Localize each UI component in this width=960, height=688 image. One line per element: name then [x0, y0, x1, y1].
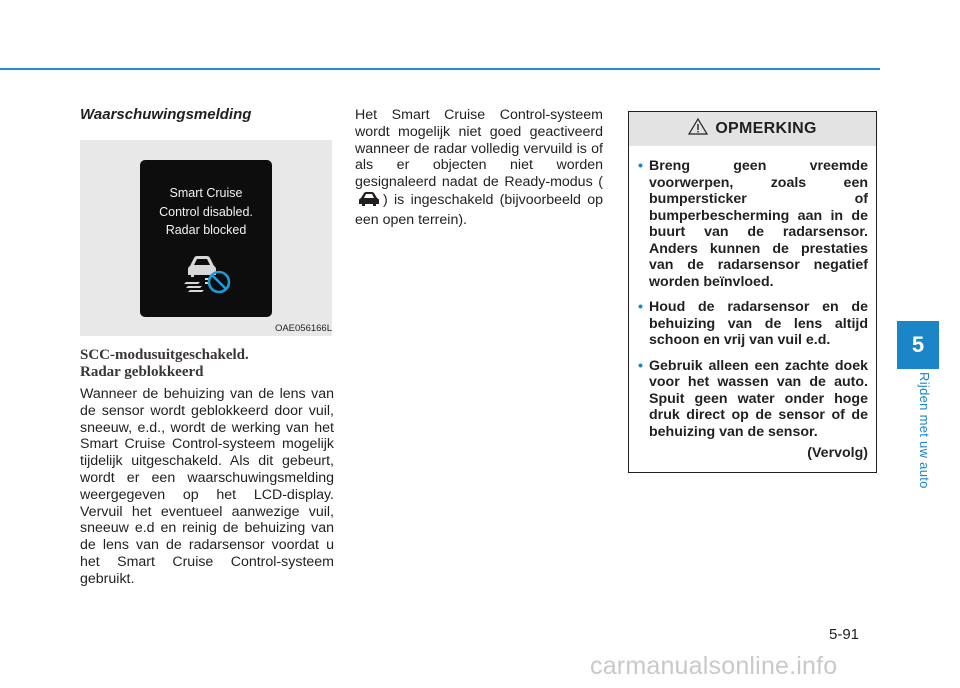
note-continued: (Vervolg)	[807, 445, 868, 461]
lcd-message	[140, 184, 272, 240]
radar-blocked-icon	[184, 252, 232, 301]
note-item-text: Breng geen vreemde voorwerpen, zoals een bumpersticker of bumperbescherming aan in de buurt van de radarsensor. Anders kunnen de prestaties van de radarsensor negatief worden beïnvloed.	[649, 158, 868, 290]
paragraph-part-2: ) is ingeschakeld (bijvoorbeeld op een open terrein).	[355, 191, 603, 228]
subheading-line-1: SCC-modusuitgeschakeld.	[80, 347, 249, 363]
left-column	[80, 106, 334, 602]
note-item	[638, 357, 868, 441]
section-title: Waarschuwingsmelding	[80, 106, 252, 123]
lcd-figure	[80, 140, 332, 336]
lcd-line-3: Radar blocked	[165, 223, 247, 237]
figure-code: OAE056166L	[274, 323, 332, 334]
page-number: 5-91	[829, 626, 860, 643]
lcd-screen	[140, 160, 272, 317]
subheading-line-2: Radar geblokkeerd	[80, 364, 204, 380]
note-item-text: Houd de radarsensor en de behuizing van de lens altijd schoon en vrij van vuil e.d.	[649, 299, 868, 348]
note-header	[629, 112, 876, 146]
paragraph-radar-contaminated	[355, 107, 603, 229]
paragraph-sensor-blocked: Wanneer de behuizing van de lens van de sensor wordt geblokkeerd door vuil, sneeuw, e.d., wordt de werking van het Smart Cruise Control-systeem mogelijk tijdelijk uitgeschakeld. Als dit gebeurt, wordt er een waarschuwingsmelding weergegeven op het LCD-display. Vervuil het eventueel aanwezige vuil, sneeuw e.d en reinig de behuizing van de lens van de radarsensor voordat u het Smart Cruise Control-systeem gebruikt.	[80, 386, 334, 587]
chapter-tab: 5	[897, 321, 939, 369]
header-rule	[0, 68, 880, 70]
watermark: carmanualsonline.info	[590, 652, 838, 680]
lcd-line-1: Smart Cruise	[169, 186, 243, 200]
warning-triangle-icon	[688, 118, 708, 140]
note-list	[629, 146, 876, 440]
bullet-icon: •	[638, 299, 643, 315]
note-box	[628, 111, 877, 473]
bullet-icon: •	[638, 357, 643, 374]
lcd-line-2: Control disabled.	[159, 204, 253, 219]
bullet-icon: •	[638, 158, 643, 174]
paragraph-part-1: Het Smart Cruise Control-systeem wordt mogelijk niet goed geactiveerd wanneer de radar volledig vervuild is of als er objecten niet worden gesignaleerd nadat de Ready-modus (	[355, 107, 603, 191]
note-item-text: Gebruik alleen een zachte doek voor het wassen van de auto. Spuit geen water onder hoge druk direct op de sensor of de behuizing van de sensor.	[649, 357, 868, 440]
chapter-label: Rijden met uw auto	[917, 372, 932, 489]
subheading	[80, 347, 334, 381]
middle-column	[355, 107, 603, 243]
note-title: OPMERKING	[715, 120, 817, 137]
car-icon	[358, 191, 380, 212]
note-item	[638, 158, 868, 290]
note-item	[638, 299, 868, 349]
